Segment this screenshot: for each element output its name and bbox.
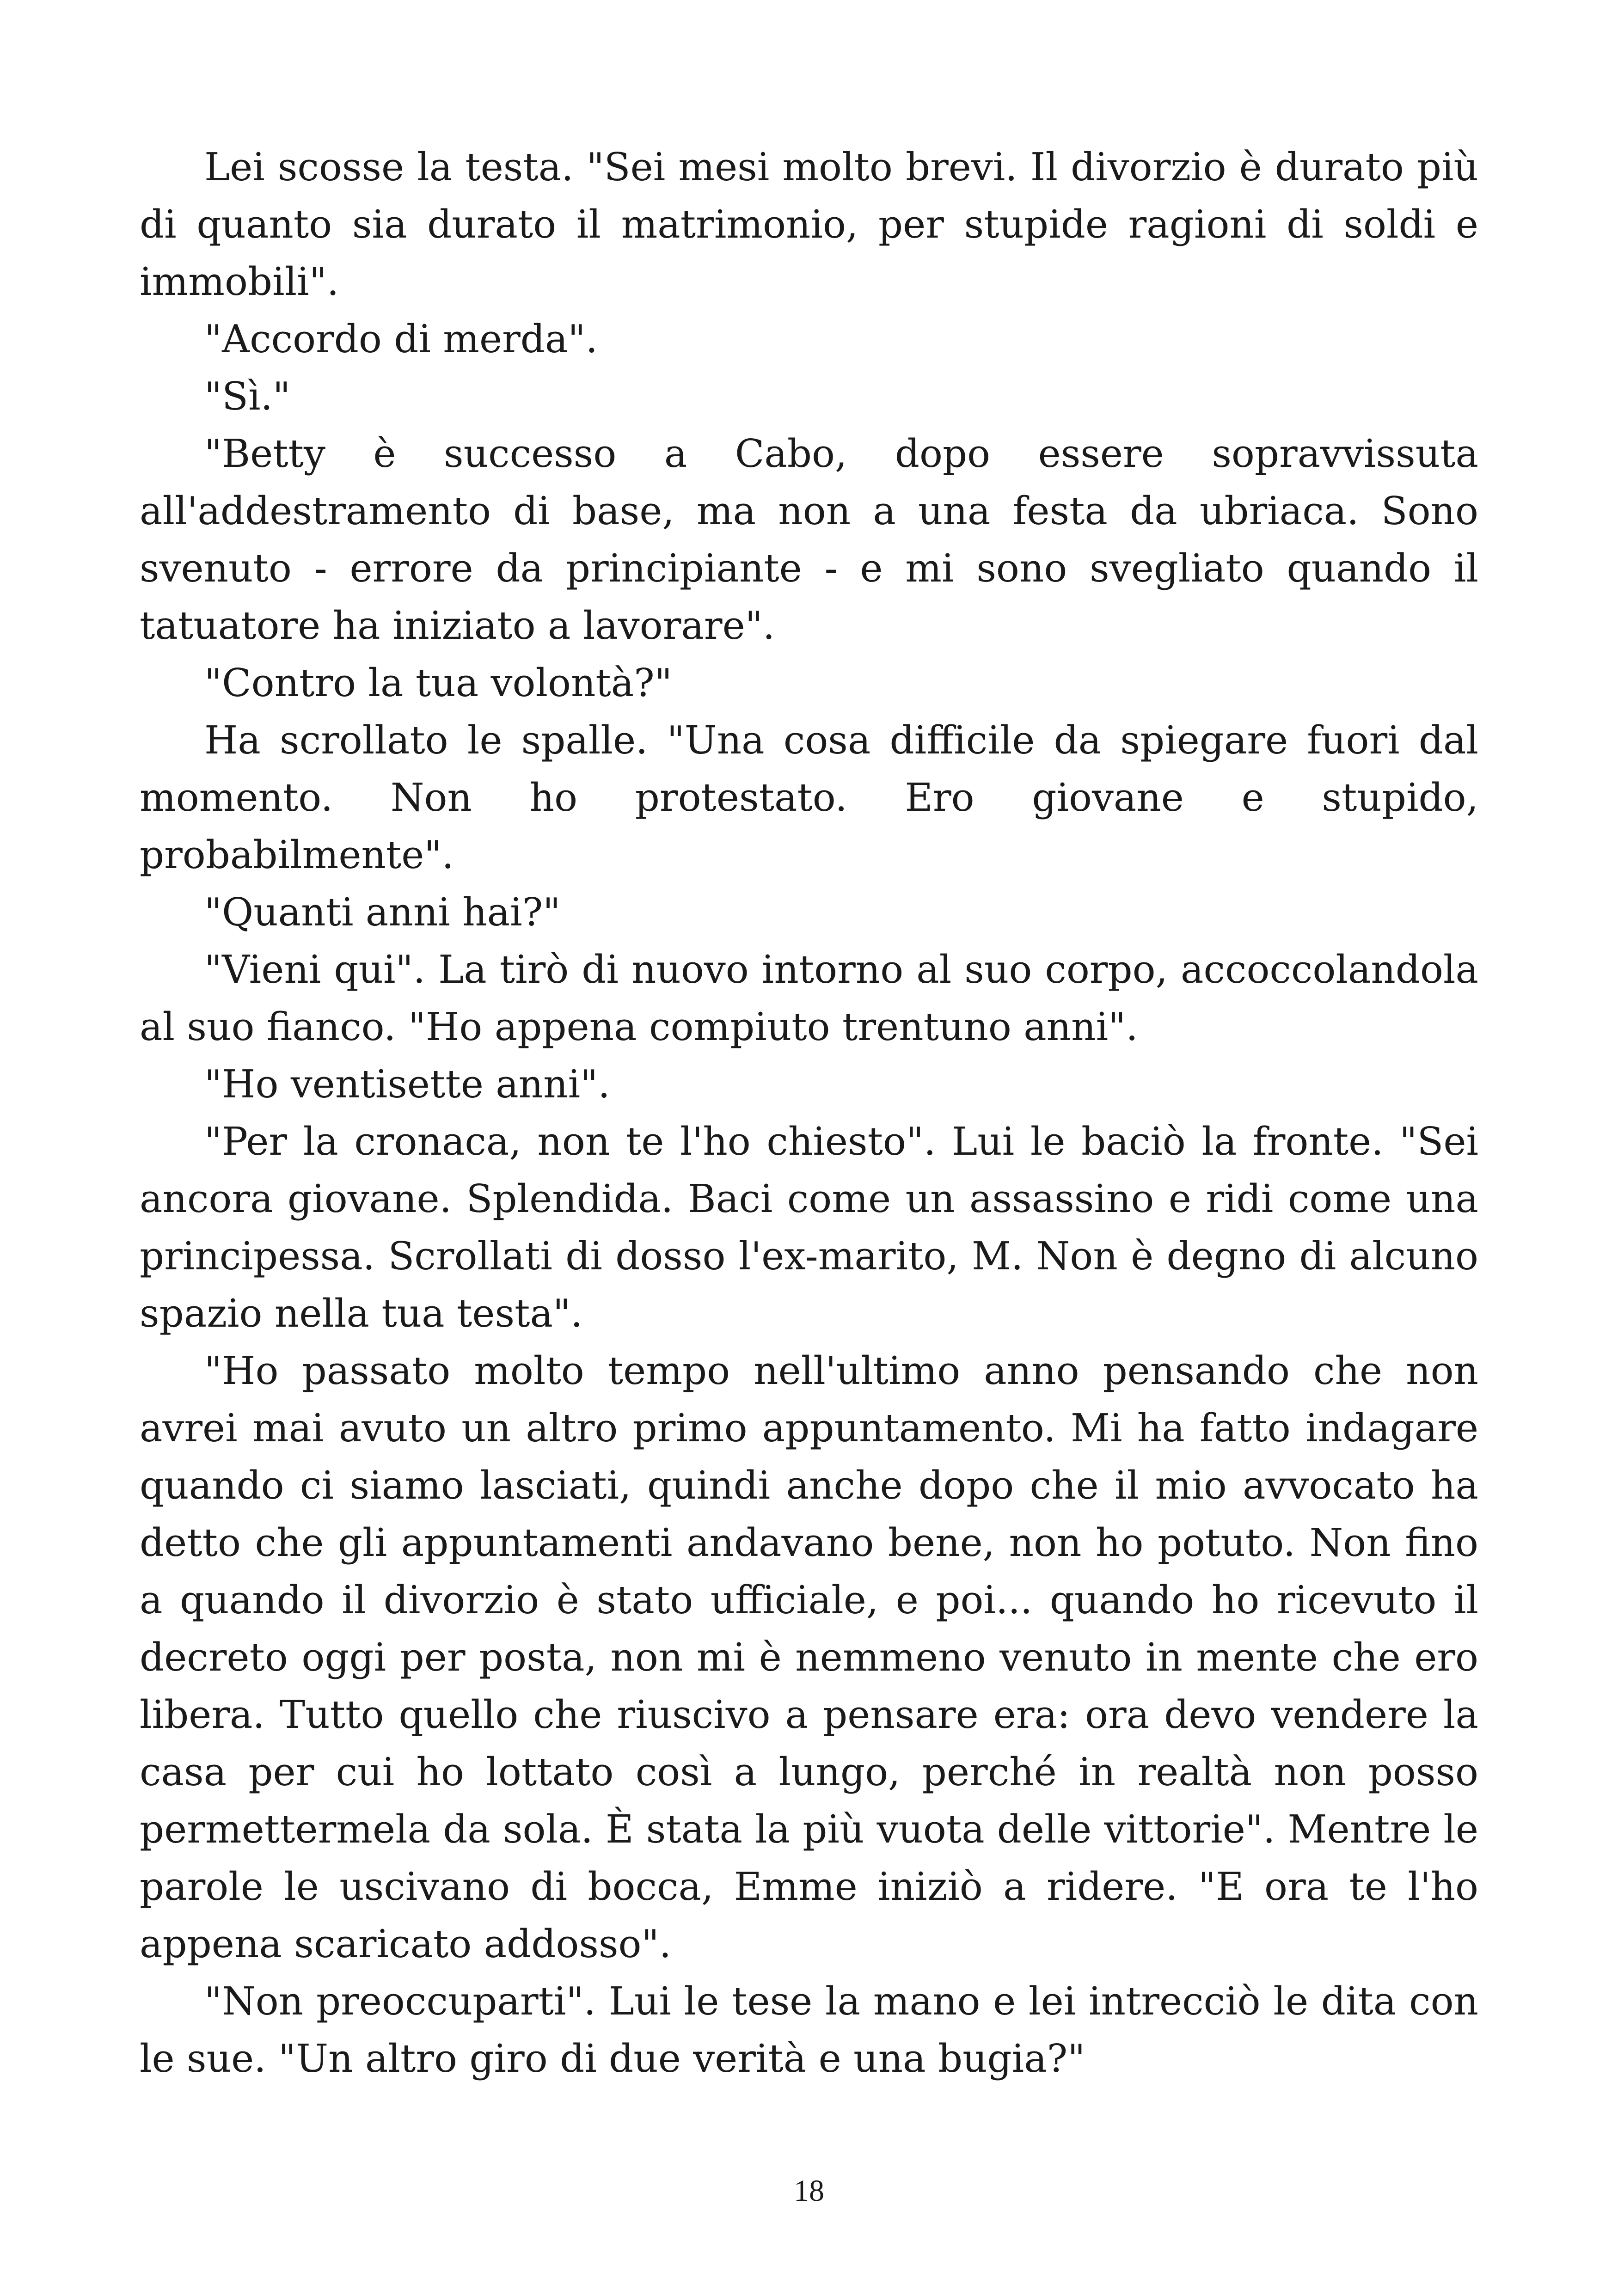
- paragraph: "Sì.": [204, 374, 291, 419]
- paragraph: Lei scosse la testa. "Sei mesi molto brevi. Il divorzio è durato più di quanto sia durato il matrimonio, per stupide ragioni di soldi e immobili".: [140, 145, 1478, 304]
- page-number: 18: [794, 2174, 824, 2208]
- paragraph: "Non preoccuparti". Lui le tese la mano e lei intrecciò le dita con le sue. "Un altro giro di due verità e una bugia?": [140, 1979, 1478, 2081]
- paragraph: "Vieni qui". La tirò di nuovo intorno al suo corpo, accoccolandola al suo fianco. "Ho appena compiuto trentuno anni".: [140, 947, 1478, 1049]
- paragraph: Ha scrollato le spalle. "Una cosa difficile da spiegare fuori dal momento. Non ho protestato. Ero giovane e stupido, probabilmente".: [140, 718, 1478, 877]
- paragraph: "Contro la tua volontà?": [204, 661, 672, 705]
- body-text: [140, 139, 1478, 2088]
- paragraph: "Betty è successo a Cabo, dopo essere sopravvissuta all'addestramento di base, ma non a una festa da ubriaca. Sono svenuto - errore da principiante - e mi sono svegliato quando il tatuatore ha iniziato a lavorare".: [140, 431, 1478, 648]
- paragraph: "Per la cronaca, non te l'ho chiesto". Lui le baciò la fronte. "Sei ancora giovane. Splendida. Baci come un assassino e ridi come una principessa. Scrollati di dosso l'ex-marito, M. Non è degno di alcuno spazio nella tua testa".: [140, 1119, 1478, 1336]
- paragraph: "Ho ventisette anni".: [204, 1062, 610, 1107]
- paragraph: "Quanti anni hai?": [204, 890, 561, 935]
- paragraph: "Accordo di merda".: [204, 317, 598, 361]
- paragraph: "Ho passato molto tempo nell'ultimo anno pensando che non avrei mai avuto un altro primo appuntamento. Mi ha fatto indagare quando ci siamo lasciati, quindi anche dopo che il mio avvocato ha detto che gli appuntamenti andavano bene, non ho potuto. Non fino a quando il divorzio è stato ufficiale, e poi... quando ho ricevuto il decreto oggi per posta, non mi è nemmeno venuto in mente che ero libera. Tutto quello che riuscivo a pensare era: ora devo vendere la casa per cui ho lottato così a lungo, perché in realtà non posso permettermela da sola. È stata la più vuota delle vittorie". Mentre le parole le uscivano di bocca, Emme iniziò a ridere. "E ora te l'ho appena scaricato addosso".: [140, 1348, 1478, 1966]
